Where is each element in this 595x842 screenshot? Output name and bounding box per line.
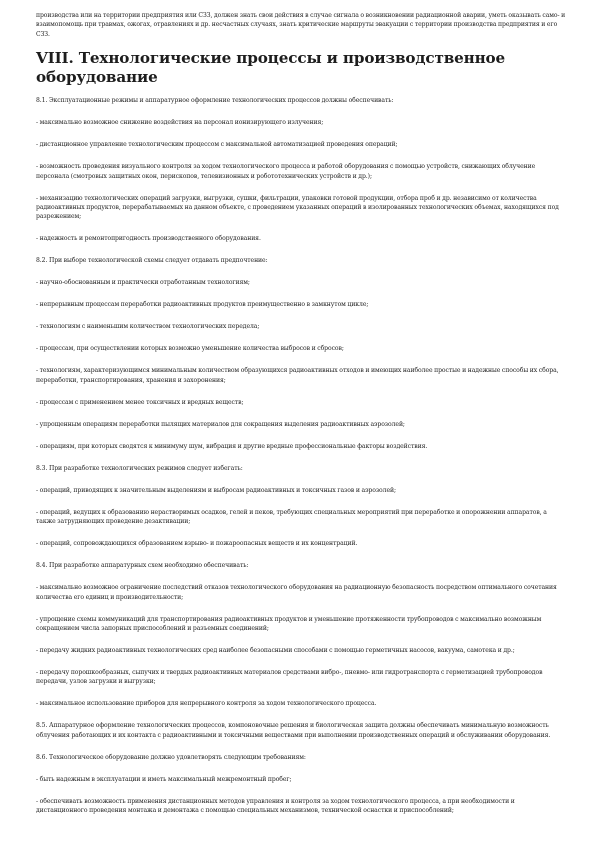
body-paragraph: - максимально возможное ограничение последствий отказов технологического оборудования на радиационную безопасность посредством оптимального сочетания количества его единиц и производительности; <box>36 584 557 601</box>
body-paragraph: - операций, ведущих к образованию нерастворимых осадков, гелей и пеков, требующих специальных мероприятий при переработке и опорожнении аппаратов, а также затрудняющих проведение дезактивации; <box>36 508 547 526</box>
body-paragraph: - научно-обоснованным и практически отработанным технологиям; <box>36 279 250 287</box>
body-paragraph: - возможность проведения визуального контроля за ходом технологического процесса и работой оборудования с помощью устройств, снижающих облучение персонала (смотровых защитных окон, перископов, телевизионных и робототехнических устройств и др.); <box>36 163 536 180</box>
body-paragraph: - операций, сопровождающихся образованием взрыво- и пожароопасных веществ и их концентраций. <box>36 540 358 548</box>
section-heading: VIII. Технологические процессы и производственное оборудование <box>36 49 506 87</box>
body-paragraph: - упрощенным операциям переработки пылящих материалов для сокращения выделения радиоактивных аэрозолей; <box>36 420 405 428</box>
body-paragraph: 8.6. Технологическое оборудование должно удовлетворять следующим требованиям: <box>36 753 306 761</box>
body-paragraph: - процессам, при осуществлении которых возможно уменьшение количества выбросов и сбросов; <box>36 345 344 353</box>
body-paragraph: - упрощение схемы коммуникаций для транспортирования радиоактивных продуктов и уменьшение протяженности трубопроводов с максимально возможным сокращением числа запорных приспособлений и разъемных соединений; <box>36 615 542 633</box>
body-paragraph: 8.1. Эксплуатационные режимы и аппаратурное оформление технологических процессов должны обеспечивать: <box>36 97 394 105</box>
body-paragraph: - механизацию технологических операций загрузки, выгрузки, сушки, фильтрации, упаковки готовой продукции, отбора проб и др. независимо от количества радиоактивных продуктов, перерабатываемых на данном объекте, с проведением указанных операций в изолированных технологических объемах, находящихся под разрежением; <box>36 194 559 221</box>
body-paragraph: - операциям, при которых сводятся к минимуму шум, вибрация и другие вредные профессиональные факторы воздействия. <box>36 442 428 450</box>
body-paragraph: 8.3. При разработке технологических режимов следует избегать: <box>36 464 243 472</box>
body-paragraph: - быть надежным в эксплуатации и иметь максимальный межремонтный пробег; <box>36 775 292 783</box>
document-page <box>36 11 566 816</box>
body-paragraph: - надежность и ремонтопригодность производственного оборудования. <box>36 235 261 243</box>
body-paragraph: - обеспечивать возможность применения дистанционных методов управления и контроля за ходом технологического процесса, а при необходимости и дистанционного проведения монтажа и демонтажа с помощью специальных механизмов, технической оснастки и приспособлений; <box>36 797 515 815</box>
body-paragraph: - непрерывным процессам переработки радиоактивных продуктов преимущественно в замкнутом цикле; <box>36 301 369 309</box>
section-body <box>36 96 566 815</box>
body-paragraph: - дистанционное управление технологическим процессом с максимальной автоматизацией проведения операций; <box>36 141 398 149</box>
body-paragraph: 8.5. Аппаратурное оформление технологических процессов, компоновочные решения и биологическая защита должны обеспечивать минимальную возможность облучения работающих и их контакта с радиоактивными и токсичными веществами при выполнении производственных операций и обслуживании оборудования. <box>36 722 551 739</box>
body-paragraph: - максимально возможное снижение воздействия на персонал ионизирующего излучения; <box>36 119 324 127</box>
intro-paragraph: производства или на территории предприятия или СЗЗ, должен знать свои действия в случае сигнала о возникновении радиационной аварии, уметь оказывать само- и взаимопомощь при травмах, ожогах, отравлениях и др. несчастных случаях, знать критические маршруты эвакуации с территории производства предприятия и его СЗЗ. <box>36 12 566 38</box>
body-paragraph: 8.4. При разработке аппаратурных схем необходимо обеспечивать: <box>36 562 249 570</box>
body-paragraph: - максимальное использование приборов для непрерывного контроля за ходом технологического процесса. <box>36 700 377 708</box>
body-paragraph: 8.2. При выборе технологической схемы следует отдавать предпочтение: <box>36 257 268 265</box>
body-paragraph: - операций, приводящих к значительным выделениям и выбросам радиоактивных и токсичных газов и аэрозолей; <box>36 486 396 494</box>
body-paragraph: - передачу жидких радиоактивных технологических сред наиболее безопасными способами с помощью герметичных насосов, вакуума, самотека и др.; <box>36 647 515 655</box>
body-paragraph: - передачу порошкообразных, сыпучих и твердых радиоактивных материалов средствами вибро-, пневмо- или гидротранспорта с герметизацией трубопроводов передачи, узлов загрузки и выгрузки; <box>36 669 543 686</box>
body-paragraph: - технологиям, характеризующимся минимальным количеством образующихся радиоактивных отходов и имеющих наиболее простые и надежные способы их сбора, переработки, транспортирования, хранения и захоронения; <box>36 367 559 384</box>
body-paragraph: - процессам с применением менее токсичных и вредных веществ; <box>36 398 244 406</box>
body-paragraph: - технологиям с наименьшим количеством технологических передела; <box>36 323 260 331</box>
